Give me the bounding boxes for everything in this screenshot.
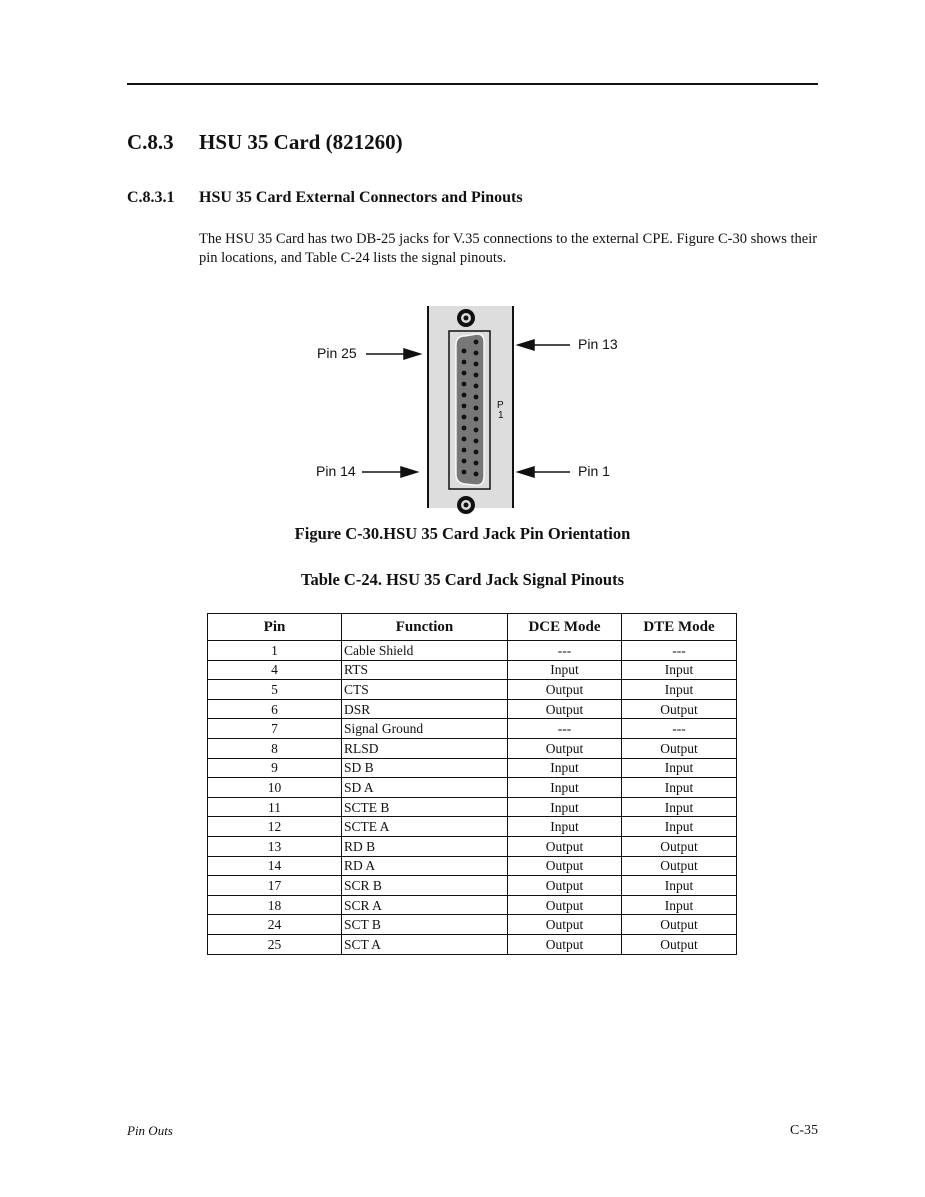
db25-shell [456,334,484,485]
pin-dot [474,461,479,466]
pin-dot [474,406,479,411]
table-row [208,680,737,700]
pin-cell: 14 [208,856,342,876]
function-cell: RD B [342,836,508,856]
dte-cell: Output [622,934,737,954]
dte-cell: Input [622,778,737,798]
dce-cell: Input [508,660,622,680]
pin-dot [474,340,479,345]
pin-cell: 12 [208,817,342,837]
pinout-table [207,613,737,955]
dce-cell: Input [508,778,622,798]
pin14-label: Pin 14 [316,463,356,479]
table-row [208,934,737,954]
dte-cell: Input [622,876,737,896]
dte-cell: Input [622,895,737,915]
function-cell: SCTE B [342,797,508,817]
function-cell: SCT B [342,915,508,935]
pin-cell: 8 [208,738,342,758]
pin-dot [474,472,479,477]
column-header: DTE Mode [622,614,737,641]
pin-dot [462,349,467,354]
screw-top-icon [457,309,475,327]
page-number: C-35 [790,1123,818,1138]
connector-figure [0,0,925,520]
column-header: DCE Mode [508,614,622,641]
table-row [208,660,737,680]
pin-cell: 5 [208,680,342,700]
dte-cell: Input [622,758,737,778]
pin-dot [462,415,467,420]
table-row [208,915,737,935]
pin-dot [474,351,479,356]
subsection-number: C.8.3.1 [127,189,175,206]
pin13-label: Pin 13 [578,336,618,352]
dte-cell: Input [622,660,737,680]
table-row [208,895,737,915]
footer-section: Pin Outs [127,1123,173,1138]
pin-dot [462,459,467,464]
function-cell: CTS [342,680,508,700]
pin-dot [462,426,467,431]
function-cell: DSR [342,699,508,719]
dce-cell: Output [508,915,622,935]
pin-dot [462,393,467,398]
table-row [208,719,737,739]
dce-cell: Input [508,817,622,837]
dce-cell: --- [508,641,622,661]
pin-cell: 9 [208,758,342,778]
function-cell: SCR A [342,895,508,915]
pin-dot [474,373,479,378]
pin1-label: Pin 1 [578,463,610,479]
function-cell: SCTE A [342,817,508,837]
pin-dot [474,450,479,455]
dce-cell: Output [508,895,622,915]
dte-cell: Output [622,738,737,758]
pin-cell: 24 [208,915,342,935]
dce-cell: Output [508,836,622,856]
function-cell: Cable Shield [342,641,508,661]
table-row [208,641,737,661]
dte-cell: --- [622,641,737,661]
figure-caption: Figure C-30.HSU 35 Card Jack Pin Orientation [294,524,631,543]
table-row [208,738,737,758]
pin-cell: 10 [208,778,342,798]
pin-dot [462,448,467,453]
table-row [208,836,737,856]
function-cell: SD A [342,778,508,798]
subsection-title: HSU 35 Card External Connectors and Pinouts [199,189,523,206]
dce-cell: Input [508,797,622,817]
pin-dot [462,360,467,365]
function-cell: RD A [342,856,508,876]
function-cell: RLSD [342,738,508,758]
pin-dot [474,439,479,444]
table-row [208,876,737,896]
dte-cell: Input [622,680,737,700]
pin-dot [474,384,479,389]
table-row [208,758,737,778]
column-header: Pin [208,614,342,641]
pin-cell: 18 [208,895,342,915]
screw-bottom-icon [457,496,475,514]
dce-cell: Input [508,758,622,778]
dce-cell: Output [508,934,622,954]
section-number: C.8.3 [127,130,174,154]
dce-cell: Output [508,699,622,719]
pin-cell: 6 [208,699,342,719]
pin-dot [462,470,467,475]
table-row [208,778,737,798]
table-header-row [208,614,737,641]
pin-dot [462,371,467,376]
pin-cell: 17 [208,876,342,896]
connector-label: P [497,400,504,411]
function-cell: RTS [342,660,508,680]
pin-cell: 4 [208,660,342,680]
pin-cell: 13 [208,836,342,856]
dte-cell: Output [622,856,737,876]
pin-cell: 11 [208,797,342,817]
pin-cell: 25 [208,934,342,954]
pin-dot [474,428,479,433]
function-cell: SCR B [342,876,508,896]
pin-dot [474,395,479,400]
dte-cell: Output [622,699,737,719]
pin-dot [462,404,467,409]
column-header: Function [342,614,508,641]
dte-cell: Output [622,915,737,935]
function-cell: SD B [342,758,508,778]
dte-cell: Input [622,817,737,837]
table-row [208,699,737,719]
dte-cell: --- [622,719,737,739]
table-row [208,856,737,876]
dce-cell: Output [508,876,622,896]
dce-cell: --- [508,719,622,739]
dce-cell: Output [508,680,622,700]
function-cell: SCT A [342,934,508,954]
body-paragraph: The HSU 35 Card has two DB-25 jacks for V.35 connections to the external CPE. Figure C-30 shows their pin locations, and Table C-24 lists the signal pinouts. [199,231,818,266]
table-row [208,797,737,817]
pin-dot [474,417,479,422]
pin-dot [462,382,467,387]
pin-cell: 7 [208,719,342,739]
pin25-label: Pin 25 [317,345,357,361]
table-row [208,817,737,837]
table-caption: Table C-24. HSU 35 Card Jack Signal Pinouts [300,570,625,589]
section-title: HSU 35 Card (821260) [199,130,403,154]
pin-cell: 1 [208,641,342,661]
dce-cell: Output [508,856,622,876]
pin-dot [462,437,467,442]
connector-number: 1 [498,410,504,421]
dce-cell: Output [508,738,622,758]
dte-cell: Input [622,797,737,817]
function-cell: Signal Ground [342,719,508,739]
pin-dot [474,362,479,367]
dte-cell: Output [622,836,737,856]
